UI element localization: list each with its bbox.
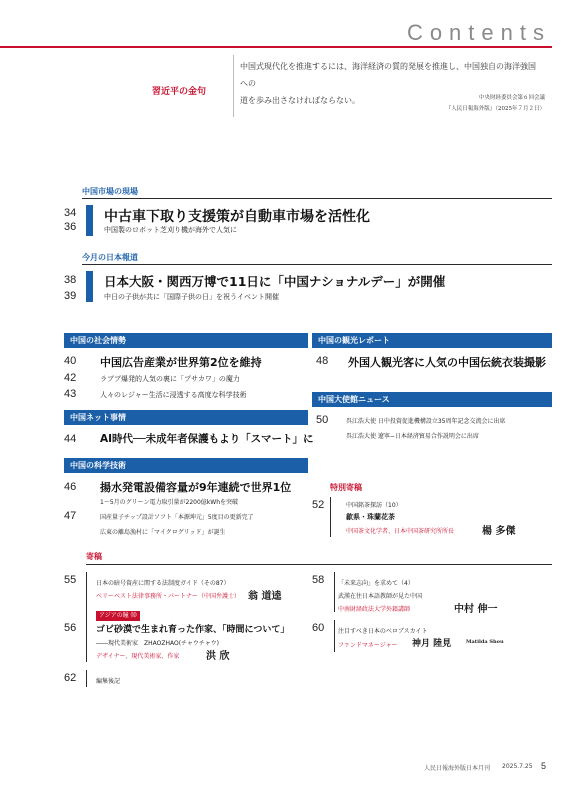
column-tag: アジアの瞳 ⑽ [96, 611, 140, 621]
article-headline[interactable]: 中国広告産業が世界第2位を維持 [100, 356, 262, 369]
article-subline[interactable]: 人々のレジャー生活に浸透する高度な科学技術 [100, 391, 247, 399]
page-number[interactable]: 52 [312, 499, 325, 511]
article-subline[interactable]: 中国製のロボット芝刈り機が海外で人気に [104, 226, 237, 234]
footer-date: 2025.7.25 [502, 763, 533, 770]
author-role: ファンドマネージャー [338, 642, 398, 649]
page-number[interactable]: 47 [64, 510, 77, 522]
quote-text [240, 58, 540, 109]
section-label-contrib: 寄稿 [86, 552, 102, 561]
quote-source-1: 中央財経委員会第６回会議 [478, 95, 545, 101]
page-number[interactable]: 42 [64, 372, 77, 384]
quote-line-1: 中国式現代化を推進するには、海洋経済の質的発展を推進し、中国独自の海洋強国への [240, 62, 536, 88]
page-number[interactable]: 50 [316, 414, 329, 426]
section-bar-tour: 中国の観光レポート [312, 333, 552, 348]
author-role: デザイナー、現代美術家、作家 [96, 653, 180, 660]
section-mark-news [86, 271, 93, 302]
author-name: 翁 道逵 [248, 591, 282, 602]
page-number[interactable]: 38 [64, 274, 77, 286]
header-rule [0, 46, 552, 48]
article-subline[interactable]: 中国銘茶探訪（10） [346, 502, 402, 509]
quote-source-2: 『人民日報海外版』（2025年７月２日） [445, 106, 545, 112]
article-headline[interactable]: ゴビ砂漠で生まれ育った作家、「時間について」 [96, 625, 290, 635]
author-name-roman: Matilda Shou [466, 639, 504, 645]
article-subline[interactable]: 広東の離島漁村に「マイクログリッド」が誕生 [100, 529, 226, 536]
author-role: ベリーベスト法律事務所・パートナー（中国弁護士） [96, 593, 241, 600]
page-number[interactable]: 39 [64, 290, 77, 302]
article-headline[interactable]: 歙県・珠蘭花茶 [346, 513, 395, 521]
entry-divider [86, 612, 87, 662]
footer-page-number: 5 [541, 761, 547, 771]
article-headline[interactable]: 外国人観光客に人気の中国伝統衣装撮影 [348, 356, 546, 369]
article-headline[interactable]: 日本大阪・関西万博で11日に「中国ナショナルデー」が開催 [104, 274, 446, 289]
section-bar-net: 中国ネット事情 [64, 410, 308, 425]
article-headline[interactable]: 中古車下取り支援策が自動車市場を活性化 [104, 209, 370, 225]
section-rule-contrib [86, 564, 552, 565]
author-name: 神月 陸見 [412, 639, 452, 649]
author-name: 中村 伸一 [454, 604, 498, 615]
article-subline[interactable]: 注目すべき日本のベロブスカイト [338, 628, 428, 635]
article-subline[interactable]: ラブブ爆発的人気の裏に「プサカワ」の魔力 [100, 375, 240, 383]
page-number[interactable]: 62 [64, 672, 77, 684]
author-name: 楊 多傑 [482, 526, 516, 537]
article-subline[interactable]: 呉江浩大使 日中投資促進機構設立35周年記念交流会に出席 [346, 418, 506, 425]
article-subline[interactable]: 中日の子供が共に「国際子供の日」を祝うイベント開催 [104, 293, 279, 301]
section-mark-market [86, 205, 93, 236]
author-role: 中南財経政法大学外籍講師 [338, 606, 411, 613]
article-headline[interactable]: AI時代──未成年者保護もより「スマート」に [100, 433, 314, 445]
section-rule-market [82, 198, 552, 199]
page-number[interactable]: 44 [64, 433, 77, 445]
page-number[interactable]: 34 [64, 207, 77, 219]
author-role: 中国茶文化学者、日本中国茶研究所所長 [346, 528, 455, 535]
page-number[interactable]: 60 [312, 622, 325, 634]
section-rule-news [82, 264, 552, 265]
entry-divider [86, 572, 87, 612]
page-number[interactable]: 46 [64, 481, 77, 493]
article-subline[interactable]: 呉江浩大使 遼寧−日本経済貿易合作説明会に出席 [346, 433, 479, 440]
article-subline[interactable]: 武漢在住日本語教師が見た中国 [338, 593, 423, 600]
quote-label: 習近平の金句 [152, 87, 207, 97]
section-bar-sci: 中国の科学技術 [64, 458, 308, 473]
article-subline[interactable]: 日本の暗号資産に関する法制度ガイド（その87） [96, 580, 230, 587]
section-label-special: 特別寄稿 [330, 483, 362, 492]
page-number[interactable]: 48 [316, 355, 329, 367]
page-number[interactable]: 36 [64, 221, 77, 233]
quote-line-2: 道を歩み出さなければならない。 [240, 96, 360, 105]
article-subline[interactable]: 編集後記 [96, 678, 121, 685]
footer-publication: 人民日報海外版日本月刊 [424, 765, 491, 772]
article-headline[interactable]: 揚水発電設備容量が9年連続で世界1位 [100, 481, 292, 494]
article-subline[interactable]: 「未来志向」を求めて（4） [338, 580, 414, 587]
article-subline[interactable]: ――現代美術家 ZHAOZHAO(チャウチャウ) [96, 640, 220, 647]
author-name: 洪 欣 [206, 651, 230, 662]
section-label-market: 中国市場の現場 [82, 187, 138, 196]
entry-divider [86, 670, 87, 687]
special-divider [330, 497, 331, 537]
section-bar-embassy: 中国大使館ニュース [312, 392, 552, 407]
contents-title: Contents [406, 20, 551, 45]
article-subline[interactable]: 国産量子チップ設計ソフト「本源坤元」5度目の更新完了 [100, 514, 254, 521]
entry-divider [334, 620, 335, 652]
section-label-news: 今月の日本報道 [82, 253, 138, 262]
article-subline[interactable]: 1～5月のグリーン電力取引量が2200億kWhを突破 [100, 499, 238, 506]
page-number[interactable]: 56 [64, 622, 77, 634]
page-number[interactable]: 43 [64, 388, 77, 400]
page-number[interactable]: 58 [312, 574, 325, 586]
entry-divider [334, 572, 335, 612]
section-bar-social: 中国の社会情勢 [64, 333, 308, 348]
page-number[interactable]: 55 [64, 574, 77, 586]
quote-divider [233, 55, 234, 117]
page-number[interactable]: 40 [64, 355, 77, 367]
